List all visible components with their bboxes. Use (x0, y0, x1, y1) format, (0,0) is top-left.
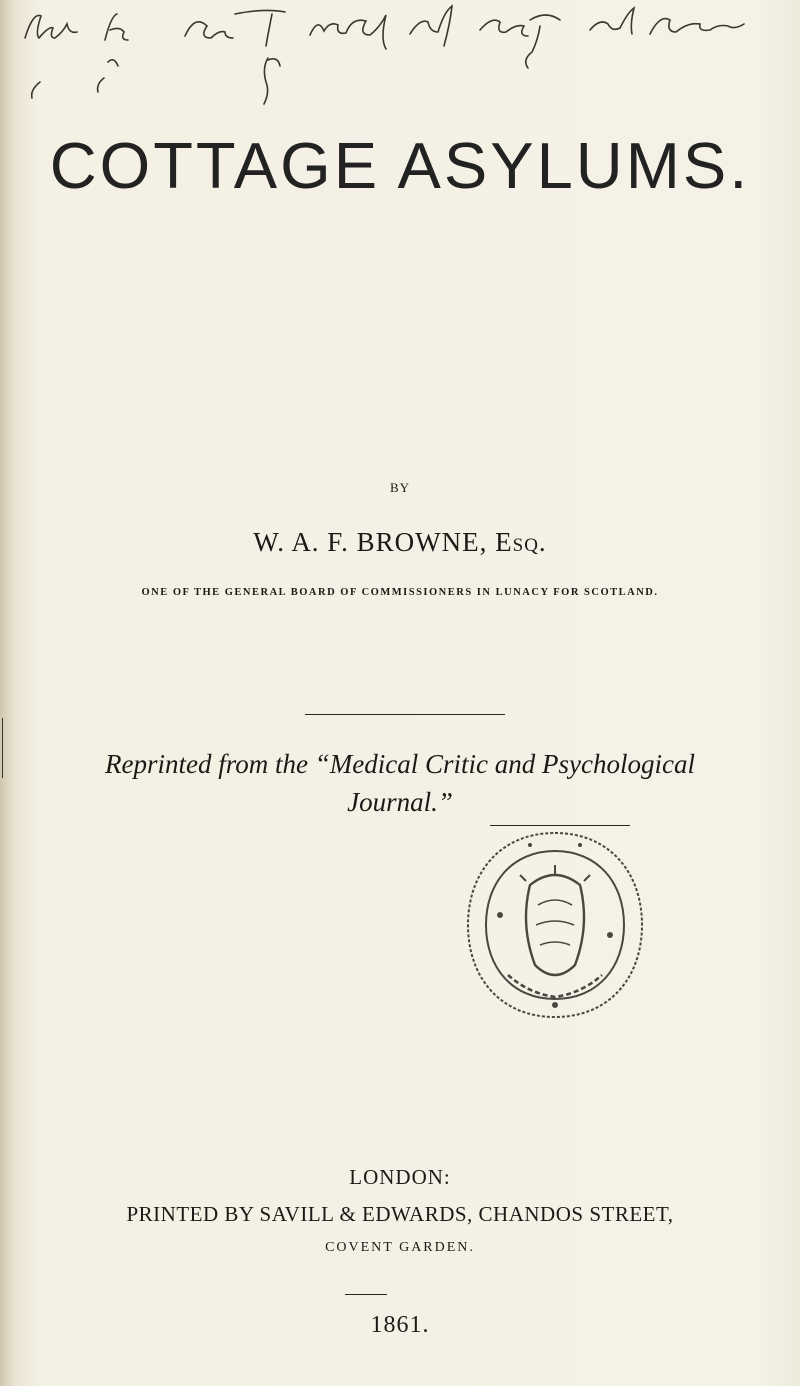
reprint-notice (0, 745, 800, 821)
author-suffix: Esq. (495, 527, 547, 557)
author-office: ONE OF THE GENERAL BOARD OF COMMISSIONERS IN LUNACY FOR SCOTLAND. (141, 587, 659, 598)
reprint-line-1: Reprinted from the “Medical Critic and Psychological (105, 749, 695, 779)
divider-rule (305, 714, 505, 715)
imprint-year: 1861. (370, 1312, 430, 1338)
author-name: W. A. F. BROWNE, (253, 527, 488, 557)
imprint-printer: PRINTED BY SAVILL & EDWARDS, CHANDOS STREET, (126, 1202, 674, 1226)
imprint-district: COVENT GARDEN. (325, 1240, 475, 1255)
author-line (0, 527, 800, 558)
book-title: COTTAGE ASYLUMS. (49, 129, 751, 202)
handwritten-inscription-icon (10, 0, 800, 110)
library-stamp-seal-icon (460, 825, 650, 1025)
divider-rule-3 (345, 1294, 387, 1295)
byline: BY (389, 480, 411, 495)
reprint-line-2: Journal.” (347, 787, 453, 817)
imprint-city: LONDON: (349, 1165, 451, 1189)
